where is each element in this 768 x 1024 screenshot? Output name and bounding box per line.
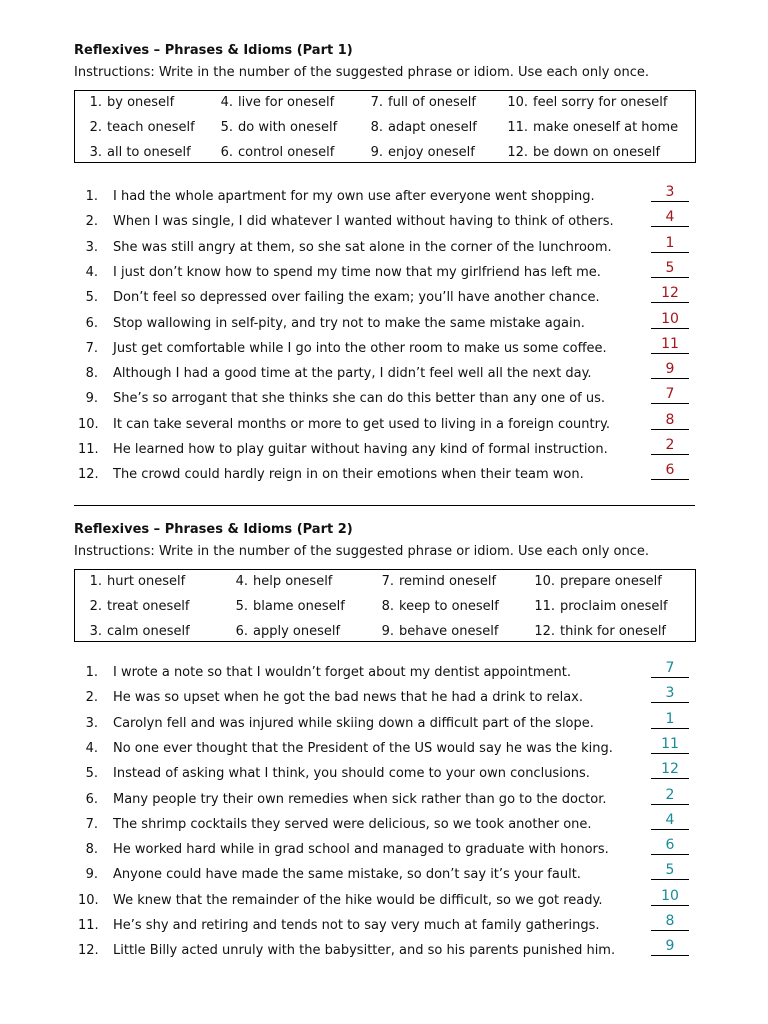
part1-section [74,42,696,483]
question-row [78,811,698,841]
question-number: 12. [78,943,99,959]
question-row [78,234,698,264]
question-text: She was still angry at them, so she sat alone in the corner of the lunchroom. [113,239,612,255]
answer-blank[interactable]: 5 [651,259,689,278]
option-text: think for oneself [560,624,667,639]
option-text: all to oneself [107,145,191,160]
option-text: help oneself [253,574,333,589]
option-text: proclaim oneself [560,599,668,614]
option-text: by oneself [107,95,175,110]
part2-options-box [74,569,696,642]
option-number: 7. [370,95,383,110]
question-number: 1. [85,189,98,204]
option-item [231,623,340,641]
option-item [528,623,666,641]
option-item [231,598,345,616]
part1-title: Reflexives – Phrases & Idioms (Part 1) [74,43,353,58]
answer-blank[interactable]: 4 [651,208,689,227]
question-text: I just don’t know how to spend my time now that my girlfriend has left me. [113,264,601,280]
question-number: 10. [78,416,99,432]
option-text: do with oneself [238,120,338,135]
option-item [366,94,476,112]
question-number: 12. [78,467,99,483]
answer-blank[interactable]: 6 [651,461,689,480]
question-number: 5. [85,766,98,782]
option-number: 9. [370,145,383,160]
option-number: 12. [534,624,555,639]
question-text: She’s so arrogant that she thinks she can do this better than any one of us. [113,391,606,407]
question-text: He was so upset when he got the bad news that he had a drink to relax. [113,690,583,706]
question-number: 9. [85,867,98,883]
question-number: 8. [85,842,98,858]
question-row [78,913,698,942]
question-number: 6. [85,315,98,331]
option-number: 3. [89,145,102,160]
option-text: make oneself at home [533,120,679,135]
option-item [366,144,475,162]
question-row [78,285,698,314]
question-row [78,437,698,466]
question-row [78,386,698,415]
question-number: 9. [85,391,98,407]
option-number: 5. [220,120,233,135]
part2-title: Reflexives – Phrases & Idioms (Part 2) [74,522,353,537]
question-number: 5. [85,290,98,306]
question-number: 3. [85,239,98,255]
question-text: I wrote a note so that I wouldn’t forget about my dentist appointment. [113,665,571,680]
question-text: Anyone could have made the same mistake, so don’t say it’s your fault. [113,867,581,883]
option-number: 12. [507,145,528,160]
answer-blank[interactable]: 5 [651,861,689,880]
answer-blank[interactable]: 3 [651,684,689,703]
answer-blank[interactable]: 4 [651,811,689,830]
question-row [78,335,698,365]
option-item [377,573,496,591]
question-row [78,887,698,917]
question-row [78,209,698,238]
question-row [78,310,698,340]
answer-blank[interactable]: 10 [651,887,689,906]
question-row [78,361,698,390]
answer-blank[interactable]: 8 [651,912,689,931]
question-text: Carolyn fell and was injured while skiing down a difficult part of the slope. [113,715,594,731]
option-item [501,94,668,112]
option-text: adapt oneself [388,120,477,135]
question-row [78,685,698,714]
question-text: He’s shy and retiring and tends not to say very much at family gatherings. [113,918,600,933]
option-text: remind oneself [399,574,497,589]
option-item [377,623,498,641]
question-number: 11. [78,442,99,457]
option-number: 3. [89,624,102,639]
option-text: live for oneself [238,95,335,110]
option-text: full of oneself [388,95,476,110]
question-number: 4. [85,740,98,756]
question-text: The shrimp cocktails they served were delicious, so we took another one. [113,816,592,832]
question-row [78,837,698,866]
option-number: 6. [235,624,248,639]
option-text: apply oneself [253,624,341,639]
question-row [78,735,698,765]
option-item [501,119,678,137]
option-number: 1. [89,574,102,589]
answer-blank[interactable]: 1 [651,710,689,729]
part2-instructions: Instructions: Write in the number of the suggested phrase or idiom. Use each only once. [74,544,650,559]
option-item [366,119,477,137]
option-item [85,623,190,641]
answer-blank[interactable]: 12 [651,284,689,303]
option-item [85,94,174,112]
option-item [85,598,190,616]
answer-blank[interactable]: 12 [651,760,689,779]
option-text: prepare oneself [560,574,662,589]
option-number: 2. [89,599,102,614]
question-text: Just get comfortable while I go into the other room to make us some coffee. [113,340,607,356]
answer-blank[interactable]: 11 [651,735,689,754]
option-text: control oneself [238,145,335,160]
option-number: 1. [89,95,102,110]
option-number: 2. [89,120,102,135]
question-text: He learned how to play guitar without having any kind of formal instruction. [113,442,608,457]
question-text: When I was single, I did whatever I wanted without having to think of others. [113,214,614,230]
part2-section [74,521,696,959]
question-number: 3. [85,715,98,731]
answer-blank[interactable]: 1 [651,234,689,253]
question-row [78,761,698,790]
question-row [78,862,698,891]
question-text: Instead of asking what I think, you should come to your own conclusions. [113,766,590,782]
answer-blank[interactable]: 9 [651,360,689,379]
option-item [85,119,195,137]
question-text: The crowd could hardly reign in on their emotions when their team won. [113,467,584,483]
question-number: 8. [85,366,98,382]
question-row [78,259,698,289]
question-row [78,710,698,740]
answer-blank[interactable]: 9 [651,937,689,956]
question-text: Stop wallowing in self-pity, and try not to make the same mistake again. [113,315,585,331]
option-item [528,573,662,591]
question-row [78,786,698,816]
option-text: hurt oneself [107,574,186,589]
option-number: 6. [220,145,233,160]
option-item [231,573,332,591]
option-number: 4. [220,95,233,110]
option-number: 11. [534,599,555,614]
option-text: feel sorry for oneself [533,95,668,110]
option-text: enjoy oneself [388,145,475,160]
question-number: 6. [85,791,98,807]
question-number: 2. [85,214,98,230]
question-text: Many people try their own remedies when sick rather than go to the doctor. [113,791,607,807]
question-number: 7. [85,816,98,832]
question-text: He worked hard while in grad school and managed to graduate with honors. [113,842,609,858]
option-text: treat oneself [107,599,190,614]
question-number: 7. [85,340,98,356]
option-number: 5. [235,599,248,614]
question-row [78,184,698,213]
question-text: No one ever thought that the President of the US would say he was the king. [113,740,613,756]
option-number: 9. [381,624,394,639]
question-row [78,660,698,689]
option-item [216,144,334,162]
option-item [216,119,337,137]
part1-options-box [74,90,696,163]
question-row [78,462,698,491]
answer-blank[interactable]: 10 [651,310,689,329]
option-number: 8. [381,599,394,614]
section-divider [74,505,695,506]
option-number: 4. [235,574,248,589]
answer-blank[interactable]: 7 [651,659,689,678]
question-number: 1. [85,665,98,680]
option-text: keep to oneself [399,599,499,614]
option-number: 11. [507,120,528,135]
option-text: teach oneself [107,120,195,135]
option-number: 10. [507,95,528,110]
question-text: Although I had a good time at the party, I didn’t feel well all the next day. [113,366,592,382]
option-text: calm oneself [107,624,190,639]
question-number: 11. [78,918,99,933]
option-item [501,144,660,162]
option-text: behave oneself [399,624,499,639]
question-text: Little Billy acted unruly with the babysitter, and so his parents punished him. [113,943,616,959]
option-item [377,598,499,616]
answer-blank[interactable]: 11 [651,335,689,354]
option-number: 10. [534,574,555,589]
option-item [528,598,668,616]
answer-blank[interactable]: 6 [651,836,689,855]
option-item [85,144,191,162]
option-text: be down on oneself [533,145,661,160]
option-number: 8. [370,120,383,135]
answer-blank[interactable]: 2 [651,786,689,805]
question-number: 10. [78,892,99,908]
question-text: Don’t feel so depressed over failing the exam; you’ll have another chance. [113,290,600,306]
question-number: 4. [85,264,98,280]
option-item [216,94,334,112]
part1-instructions: Instructions: Write in the number of the suggested phrase or idiom. Use each only once. [74,65,650,80]
question-text: We knew that the remainder of the hike would be difficult, so we got ready. [113,892,603,908]
question-text: I had the whole apartment for my own use after everyone went shopping. [113,189,595,204]
answer-blank[interactable]: 3 [651,183,689,202]
answer-blank[interactable]: 7 [651,385,689,404]
option-item [85,573,185,591]
question-text: It can take several months or more to get used to living in a foreign country. [113,416,610,432]
option-number: 7. [381,574,394,589]
answer-blank[interactable]: 8 [651,411,689,430]
question-number: 2. [85,690,98,706]
answer-blank[interactable]: 2 [651,436,689,455]
option-text: blame oneself [253,599,345,614]
question-row [78,411,698,441]
question-row [78,938,698,967]
